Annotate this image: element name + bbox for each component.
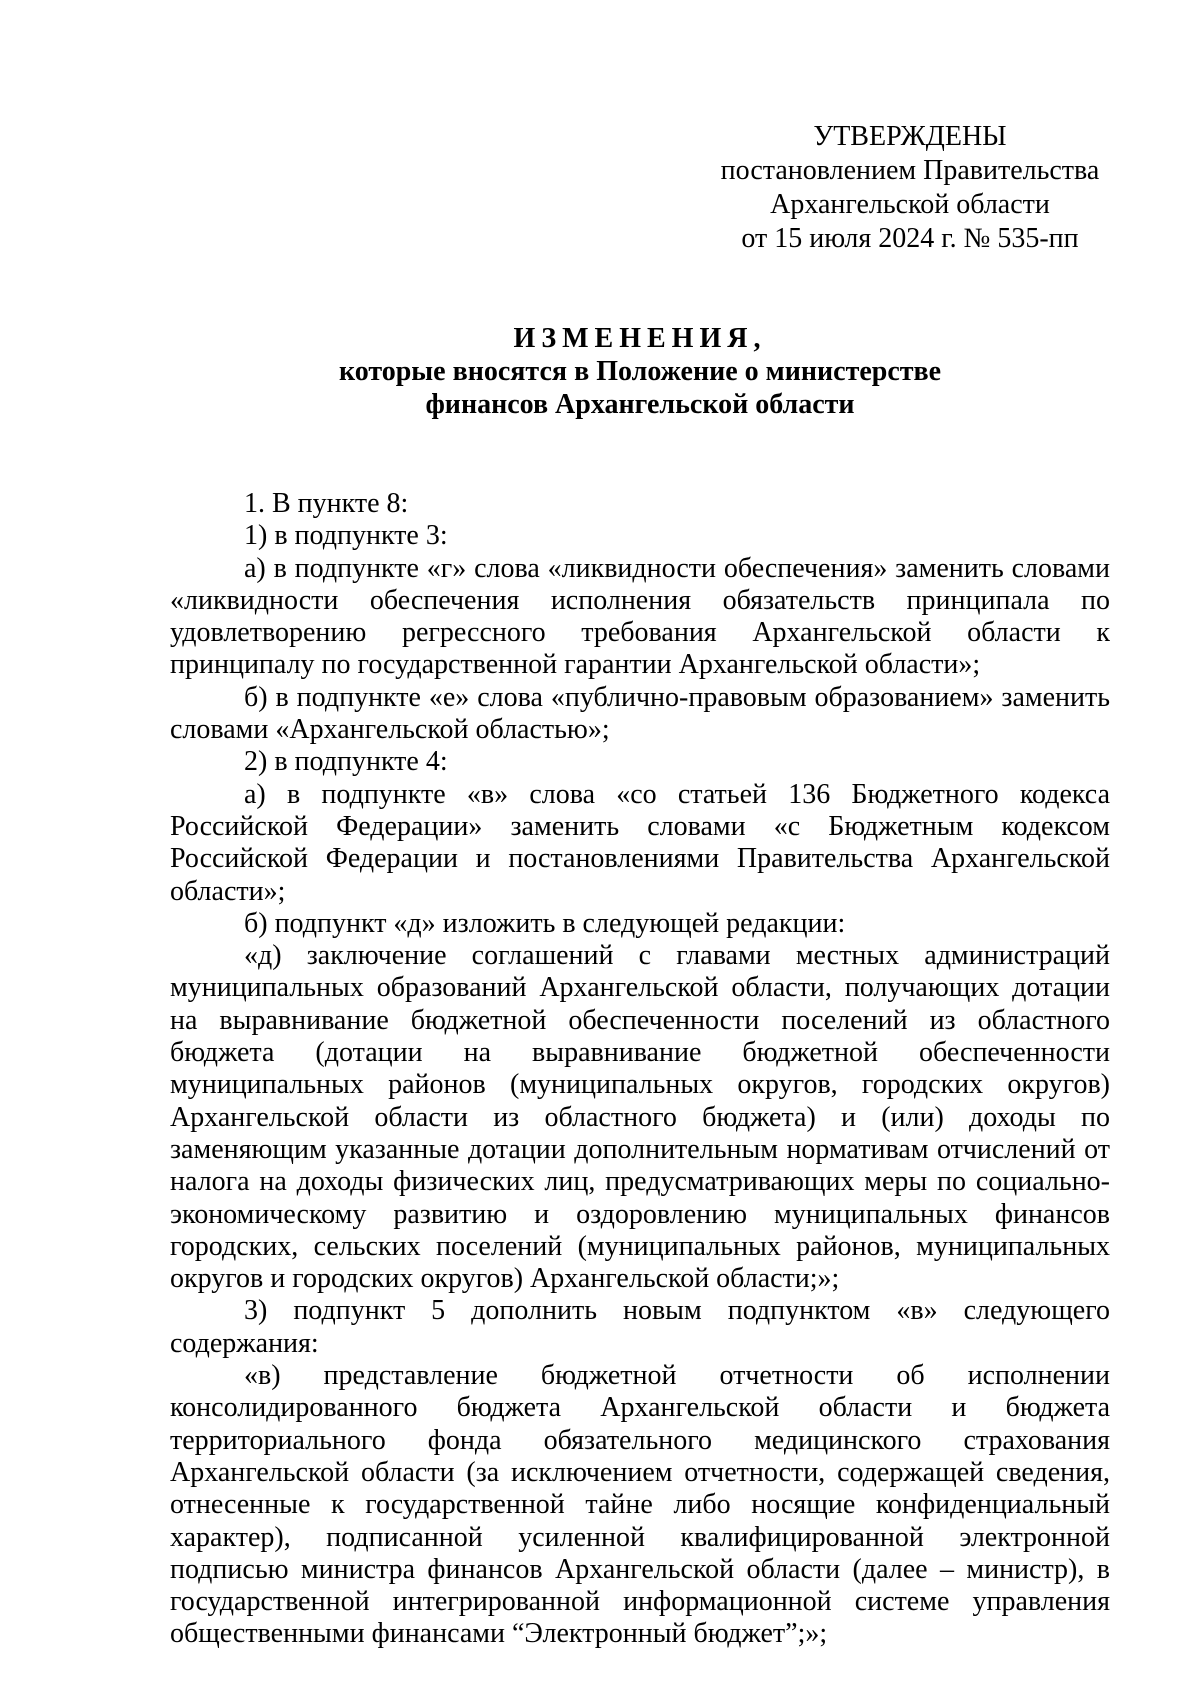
title-line-2: которые вносятся в Положение о министерстве: [338, 356, 942, 387]
paragraph-subitem-2b-text: «д) заключение соглашений с главами местных администраций муниципальных образований Архангельской области, получающих дотации на выравнивание бюджетной обеспеченности поселений из областного бюджета (дотации на выравнивание бюджетной обеспеченности муниципальных районов (муниципальных округов, городских округов) Архангельской области из областного бюджета) и (или) доходы по заменяющим указанные дотации дополнительным нормативам отчислений от налога на доходы физических лиц, предусматривающих меры по социально-экономическому развитию и оздоровлению муниципальных финансов городских, сельских поселений (муниципальных районов, муниципальных округов и городских округов) Архангельской области;»;: [170, 940, 1110, 1295]
paragraph-subitem-1a: а) в подпункте «г» слова «ликвидности обеспечения» заменить словами «ликвидности обеспечения исполнения обязательств принципала по удовлетворению регрессного требования Архангельской области к принципалу по государственной гарантии Архангельской области»;: [170, 552, 1110, 681]
paragraph-item-1: 1. В пункте 8:: [244, 488, 409, 519]
paragraph-subitem-3-text: «в) представление бюджетной отчетности об исполнении консолидированного бюджета Архангельской области и бюджета территориального фонда обязательного медицинского страхования Архангельской области (за исключением отчетности, содержащей сведения, отнесенные к государственной тайне либо носящие конфиденциальный характер), подписанной усиленной квалифицированной электронной подписью министра финансов Архангельской области (далее – министр), в государственной интегрированной информационной системе управления общественными финансами “Электронный бюджет”;»;: [170, 1360, 1110, 1650]
paragraph-subitem-2a: а) в подпункте «в» слова «со статьей 136 Бюджетного кодекса Российской Федерации» заменить словами «с Бюджетным кодексом Российской Федерации и постановлениями Правительства Архангельской области»;: [170, 778, 1110, 907]
approval-date-number: от 15 июля 2024 г. № 535-пп: [741, 223, 1079, 254]
approval-region: Архангельской области: [770, 189, 1050, 220]
approval-authority: постановлением Правительства: [720, 155, 1100, 186]
approval-stamp: [720, 120, 1100, 256]
approval-heading: УТВЕРЖДЕНЫ: [813, 121, 1007, 152]
title-main: ИЗМЕНЕНИЯ,: [513, 323, 767, 354]
paragraph-subitem-2: 2) в подпункте 4:: [244, 746, 448, 778]
paragraph-subitem-3: 3) подпункт 5 дополнить новым подпунктом «в» следующего содержания:: [170, 1295, 1110, 1359]
document-body: [170, 488, 1110, 1651]
document-title: [160, 322, 1120, 421]
paragraph-subitem-2b: б) подпункт «д» изложить в следующей редакции:: [244, 907, 846, 939]
title-line-3: финансов Архангельской области: [425, 389, 855, 420]
paragraph-subitem-1b: б) в подпункте «е» слова «публично-правовым образованием» заменить словами «Архангельской областью»;: [170, 681, 1110, 746]
paragraph-subitem-1: 1) в подпункте 3:: [244, 520, 448, 552]
